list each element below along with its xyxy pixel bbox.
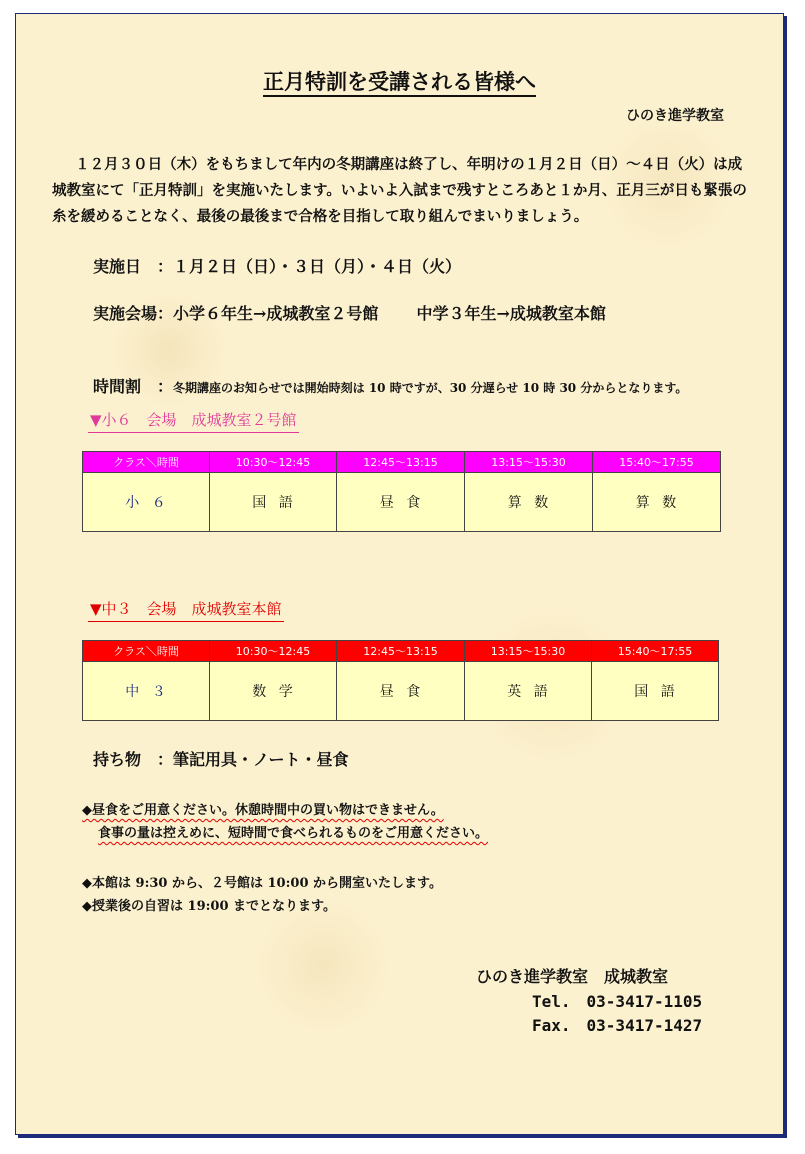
timetable-header-row <box>83 641 719 662</box>
venue-row <box>93 301 606 324</box>
self-study-note: ◆授業後の自習は 19:00 までとなります。 <box>82 899 336 914</box>
elementary-section-heading: ▼小６ 会場 成城教室２号館 <box>88 409 299 433</box>
venue-elementary: 小学６年生→成城教室２号館 <box>173 304 379 323</box>
header-period-4: 15:40～17:55 <box>593 452 721 473</box>
header-period-3: 13:15～15:30 <box>465 452 593 473</box>
header-period-2: 12:45～13:15 <box>337 641 465 662</box>
subject-cell: 算数 <box>593 473 721 532</box>
schedule-note: 冬期講座のお知らせでは開始時刻は 10 時ですが、30 分遅らせ 10 時 30 分からとなります。 <box>173 381 688 395</box>
schedule-row <box>93 374 687 397</box>
timetable-row <box>83 473 721 532</box>
belongings-value: 筆記用具・ノート・昼食 <box>173 750 349 769</box>
header-period-2: 12:45～13:15 <box>337 452 465 473</box>
subject-cell: 国語 <box>210 473 337 532</box>
subject-cell: 昼食 <box>337 662 465 721</box>
subject-cell: 英語 <box>465 662 592 721</box>
class-cell: 中３ <box>83 662 210 721</box>
header-period-4: 15:40～17:55 <box>592 641 719 662</box>
dates-row <box>93 254 461 277</box>
header-class-time: クラス＼時間 <box>83 641 210 662</box>
organization-name: ひのき進学教室 <box>626 108 724 124</box>
dates-label: 実施日 ： <box>93 257 174 276</box>
header-class-time: クラス＼時間 <box>83 452 210 473</box>
dates-value: １月２日（日）・３日（月）・４日（火） <box>173 257 462 276</box>
contact-name: ひのき進学教室 成城教室 <box>476 967 669 986</box>
page-title: 正月特訓を受講される皆様へ <box>16 66 783 96</box>
elementary-timetable <box>82 451 721 532</box>
header-period-3: 13:15～15:30 <box>465 641 592 662</box>
intro-paragraph: １２月３０日（木）をもちまして年内の冬期講座は終了し、年明けの１月２日（日）～４日（火）は成城教室にて「正月特訓」を実施いたします。いよいよ入試まで残すところあと１か月、正月三が日も緊張の糸を緩めることなく、最後の最後まで合格を目指して取り組んでまいりましょう。 <box>52 156 747 225</box>
belongings-label: 持ち物 ： <box>93 750 174 769</box>
contact-fax: Fax. 03-3417-1427 <box>532 1016 703 1035</box>
subject-cell: 昼食 <box>337 473 465 532</box>
subject-cell: 算数 <box>465 473 593 532</box>
timetable-header-row <box>83 452 721 473</box>
junior-high-section-heading: ▼中３ 会場 成城教室本館 <box>88 598 284 622</box>
subject-cell: 数学 <box>210 662 337 721</box>
venue-label: 実施会場： <box>93 304 174 323</box>
contact-tel: Tel. 03-3417-1105 <box>532 992 703 1011</box>
opening-time-note: ◆本館は 9:30 から、２号館は 10:00 から開室いたします。 <box>82 876 442 891</box>
header-period-1: 10:30～12:45 <box>210 452 337 473</box>
header-period-1: 10:30～12:45 <box>210 641 337 662</box>
lunch-note: ◆昼食をご用意ください。休憩時間中の買い物はできません。 <box>82 803 444 818</box>
belongings-row <box>93 747 349 770</box>
venue-junior-high: 中学３年生→成城教室本館 <box>416 304 606 323</box>
lunch-note-detail: 食事の量は控えめに、短時間で食べられるものをご用意ください。 <box>98 826 489 841</box>
flyer-page <box>15 13 784 1135</box>
class-cell: 小６ <box>83 473 210 532</box>
subject-cell: 国語 <box>592 662 719 721</box>
schedule-label: 時間割 ： <box>93 377 174 396</box>
junior-high-timetable <box>82 640 719 721</box>
timetable-row <box>83 662 719 721</box>
